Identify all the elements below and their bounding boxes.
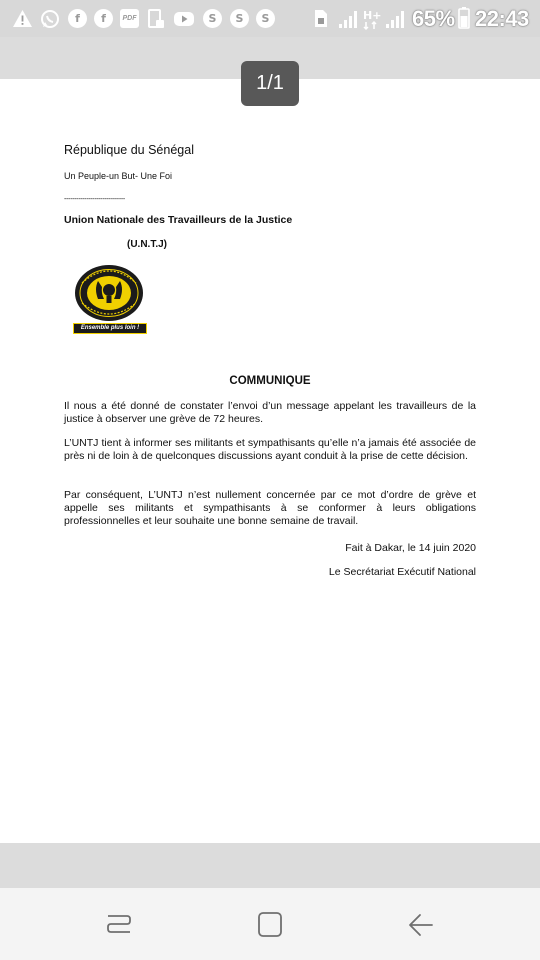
recent-apps-icon[interactable]	[99, 908, 139, 942]
home-icon[interactable]	[250, 908, 290, 942]
youtube-icon	[173, 11, 195, 27]
viewer-bottom-area	[0, 843, 540, 888]
paragraph-2: L’UNTJ tient à informer ses militants et sympathisants qu’elle n’a jamais été associée de près ni de loin à de quelconques discussions ayant conduit à la prise de cette décision.	[64, 437, 476, 462]
page-indicator: 1/1	[241, 61, 299, 106]
paragraph-1: Il nous a été donné de constater l’envoi d’un message appelant les travailleurs de la justice à observer une grève de 72 heures.	[64, 400, 476, 425]
sim-icon	[314, 9, 328, 28]
signal-icon	[338, 9, 360, 29]
navigation-bar	[0, 888, 540, 960]
whatsapp-icon	[40, 9, 60, 29]
union-name: Union Nationale des Travailleurs de la Justice	[64, 214, 293, 226]
separator-line: ------------------------------	[64, 196, 125, 203]
back-icon[interactable]	[401, 908, 441, 942]
untj-emblem-icon	[72, 263, 146, 323]
data-h-plus-icon	[362, 7, 382, 31]
document-icon	[147, 9, 165, 29]
facebook-icon: f	[68, 9, 87, 28]
place-date: Fait à Dakar, le 14 juin 2020	[345, 542, 476, 554]
status-bar	[0, 0, 540, 37]
paragraph-3: Par conséquent, L’UNTJ n’est nullement concernée par ce mot d’ordre de grève et appelle ses militants et sympathisants à se conformer à leurs obligations professionnelles et leur souhaite une bonne semaine de travail.	[64, 489, 476, 527]
union-acronym: (U.N.T.J)	[127, 239, 167, 250]
logo-slogan-banner: Ensemble plus loin !	[73, 323, 147, 334]
s-app-icon: S	[256, 9, 275, 28]
battery-icon	[458, 7, 470, 29]
warning-icon	[12, 9, 33, 28]
signal-icon	[385, 9, 407, 29]
facebook-icon: f	[94, 9, 113, 28]
signature: Le Secrétariat Exécutif National	[328, 566, 476, 578]
country-name: République du Sénégal	[64, 143, 194, 157]
s-app-icon: S	[203, 9, 222, 28]
battery-percent: 65%	[412, 6, 455, 31]
s-app-icon: S	[230, 9, 249, 28]
national-motto: Un Peuple-un But- Une Foi	[64, 171, 173, 181]
document-page[interactable]	[0, 79, 540, 843]
svg-text:H+: H+	[363, 9, 382, 22]
pdf-icon: PDF	[120, 9, 139, 28]
communique-title: COMMUNIQUE	[229, 375, 311, 387]
union-logo	[72, 263, 146, 333]
clock: 22:43	[475, 6, 529, 31]
